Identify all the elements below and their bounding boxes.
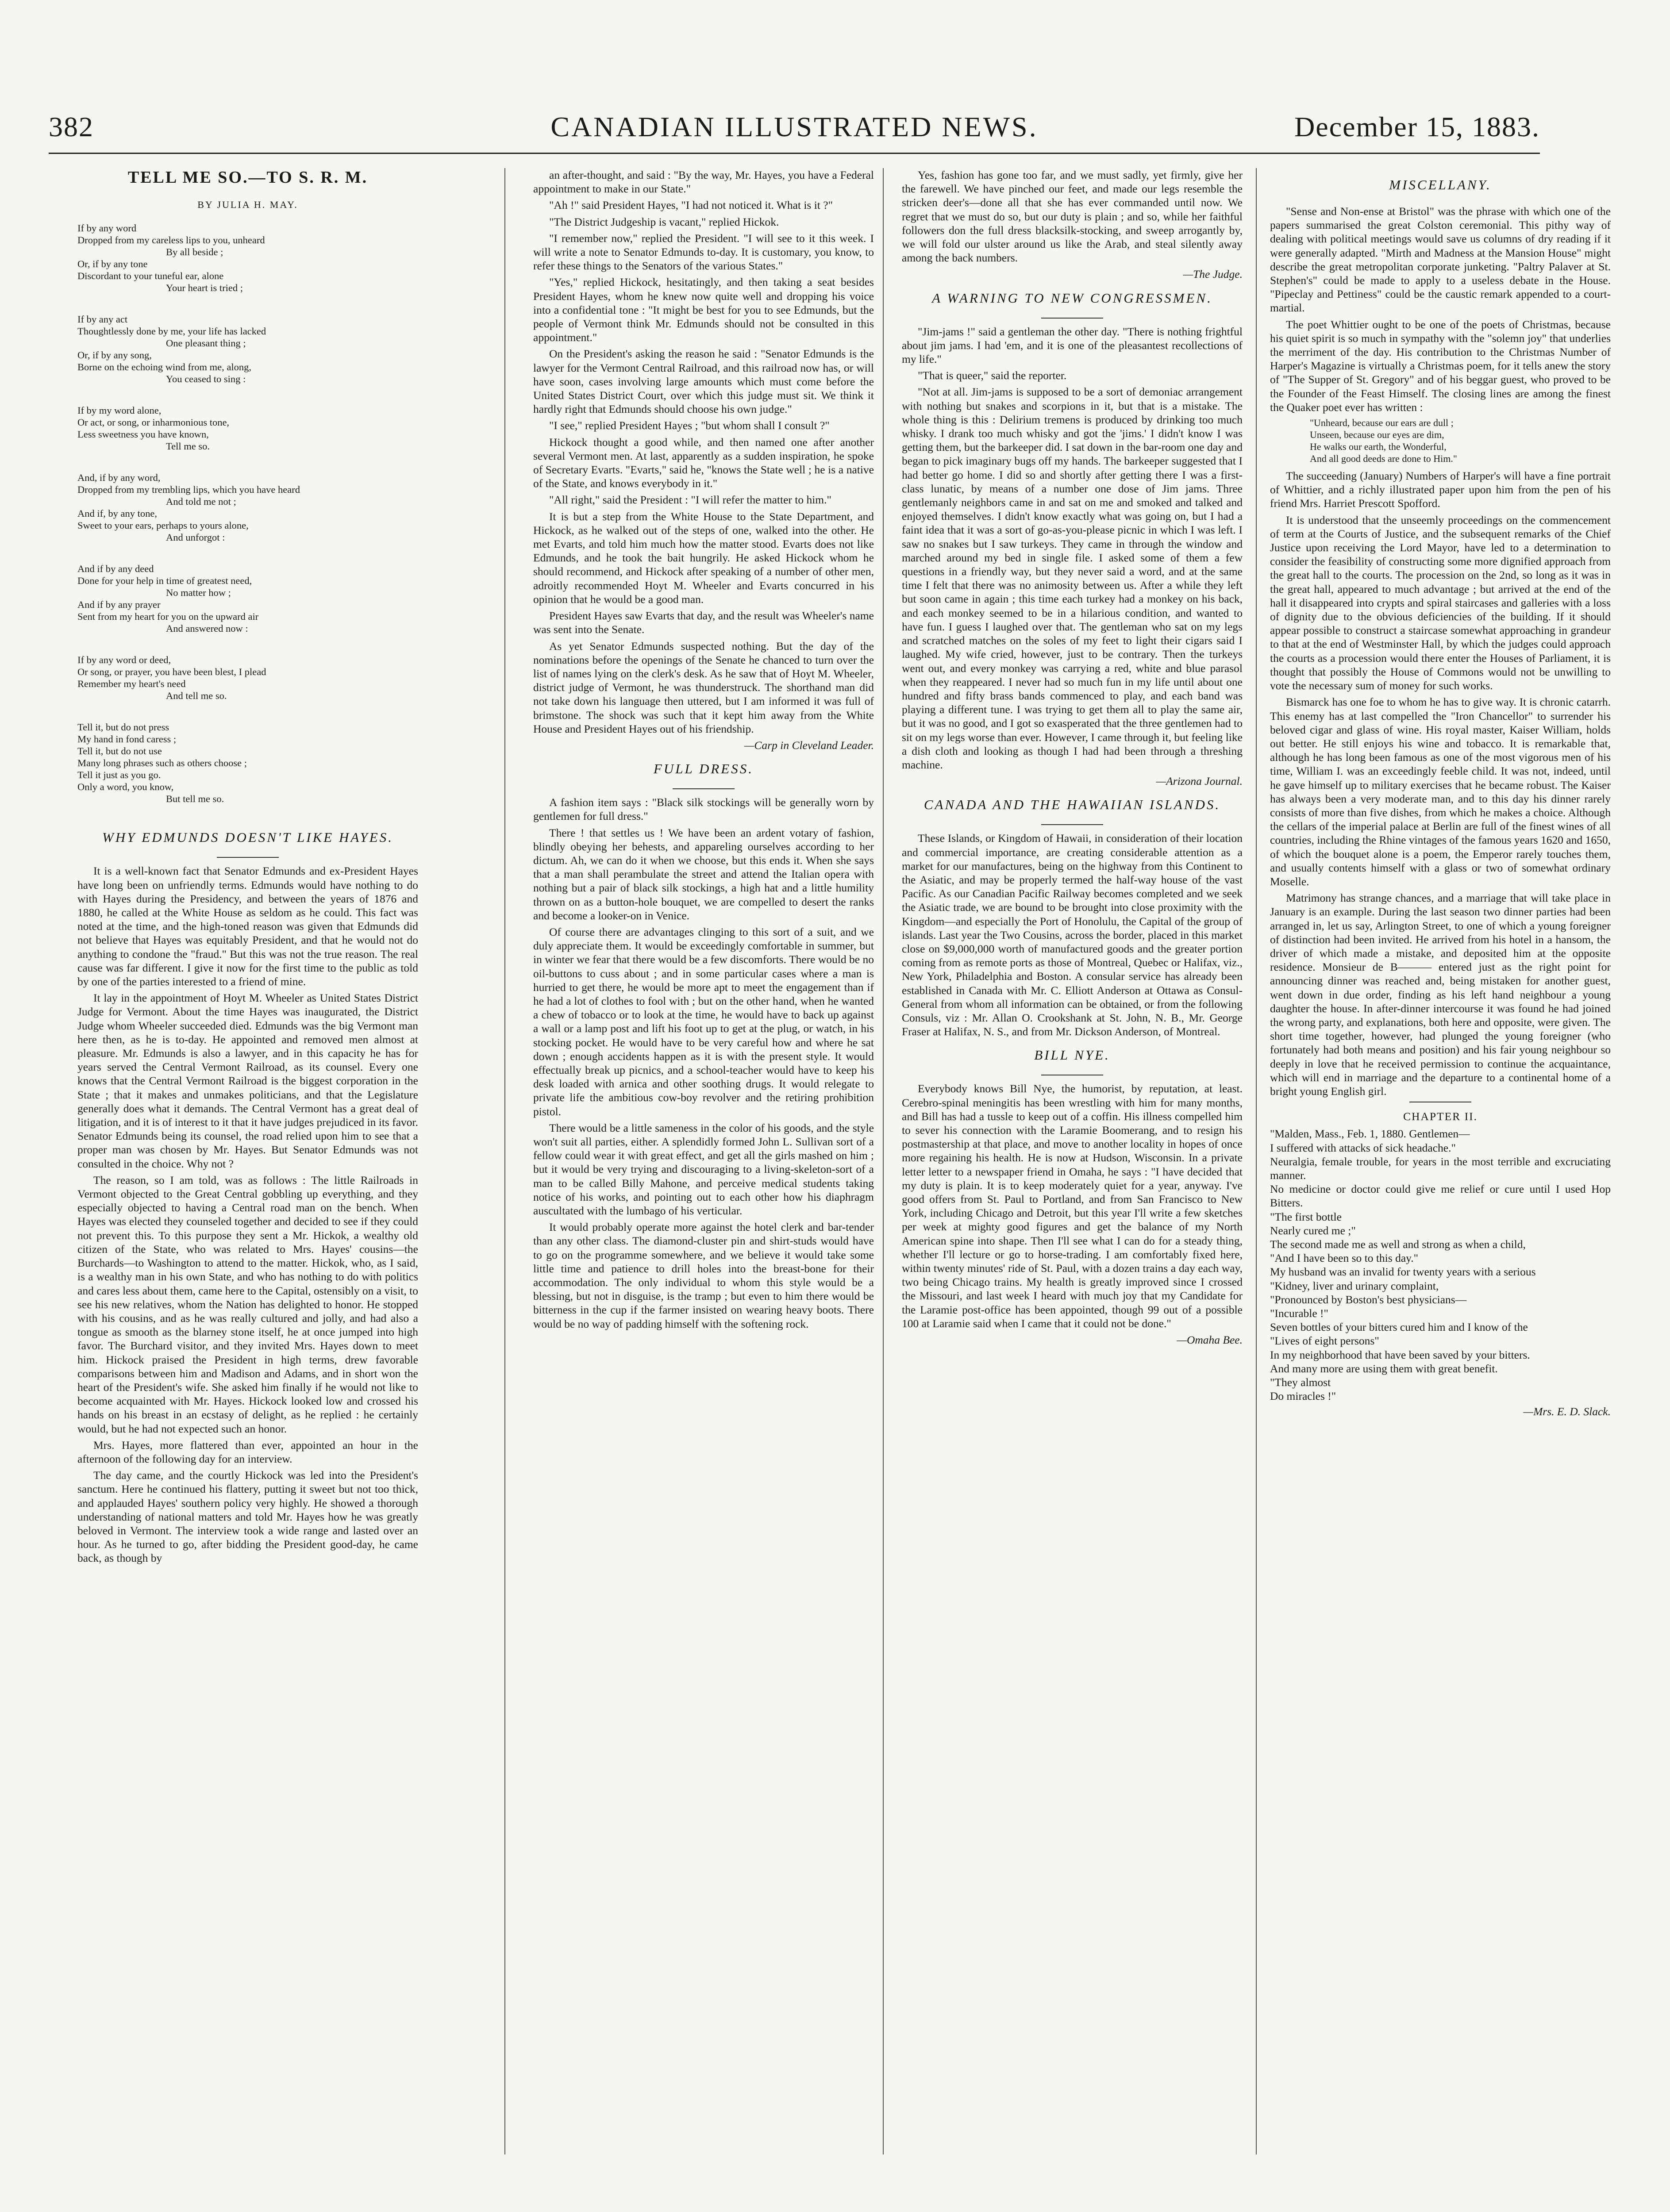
- poem-line: And tell me so.: [166, 690, 227, 702]
- letter-line: "They almost: [1270, 1376, 1331, 1389]
- paragraph: It is a well-known fact that Senator Edmunds and ex-President Hayes have long been on unfriendly terms. Edmunds would have nothing to do with Hayes during the Presidency, and between the years of 1876 and 1880, he called at the White House as seldom as he could. This fact was noted at the time, and the high-toned reason was given that Edmunds did not believe that Hayes was equitably President, and that he would not do anything to condone the "fraud." But this was not the true reason. The real cause was far different. I give it now for the first time to the public as told by one of the parties interested to a friend of mine.: [77, 864, 418, 988]
- poem-line: Or, if by any tone: [77, 258, 148, 270]
- poem-line: Borne on the echoing wind from me, along,: [77, 361, 252, 373]
- article-body: [533, 795, 874, 1331]
- article-title: FULL DRESS.: [653, 761, 754, 777]
- poem-line: And told me not ;: [166, 496, 236, 507]
- poem-line: Or act, or song, or inharmonious tone,: [77, 417, 230, 428]
- paragraph: "I see," replied President Hayes ; "but whom shall I consult ?": [549, 419, 830, 432]
- poem-line: If by any act: [77, 314, 128, 325]
- paragraph: President Hayes saw Evarts that day, and the result was Wheeler's name was sent into the Senate.: [533, 609, 874, 636]
- poem-byline: BY JULIA H. MAY.: [197, 199, 298, 211]
- letter-line: "Incurable !": [1270, 1307, 1328, 1320]
- paragraph: A fashion item says : "Black silk stockings will be generally worn by gentlemen for full dress.": [533, 796, 874, 823]
- letter-line: And many more are using them with great benefit.: [1270, 1362, 1498, 1375]
- paragraph: "That is queer," said the reporter.: [918, 369, 1067, 382]
- letter-line: My husband was an invalid for twenty years with a serious: [1270, 1265, 1536, 1279]
- poem-line: Remember my heart's need: [77, 678, 186, 690]
- page-number: 382: [49, 111, 94, 142]
- poem: [77, 222, 418, 805]
- letter-line: "Lives of eight persons": [1270, 1334, 1379, 1348]
- chapter-heading: CHAPTER II.: [1403, 1110, 1478, 1123]
- poem-line: Dropped from my careless lips to you, unheard: [77, 234, 265, 246]
- poem-line: If by my word alone,: [77, 405, 162, 416]
- poem-line: If by any word: [77, 223, 137, 234]
- poem-line: My hand in fond caress ;: [77, 733, 177, 745]
- paragraph: Yes, fashion has gone too far, and we must sadly, yet firmly, give her the farewell. We have pinched our feet, and made our legs resemble the stricken deer's—done all that she has ever commanded until now. We regret that we must do so, but our duty is plain ; and so, while her faithful followers don the full dress blacksilk-stocking, and sweep arrogantly by, we will fold our ulster around us like the Arab, and steal silently away among the back numbers.: [902, 169, 1243, 265]
- poem-line: Or song, or prayer, you have been blest, I plead: [77, 666, 266, 678]
- paragraph: The day came, and the courtly Hickock was led into the President's sanctum. Here he continued his flattery, putting it sweet but not too thick, and applauded Hayes' southern policy very highly. He showed a thorough understanding of national matters and told Mr. Hayes how he was greatly beloved in Vermont. The interview took a wide range and lasted over an hour. As he turned to go, after bidding the President good-day, he came back, as though by: [77, 1469, 418, 1565]
- poem-line: And if, by any tone,: [77, 508, 157, 519]
- verse-line: He walks our earth, the Wonderful,: [1310, 441, 1447, 453]
- letter-line: Do miracles !": [1270, 1390, 1336, 1403]
- article-body: [902, 1082, 1243, 1330]
- paragraph: "Yes," replied Hickock, hesitatingly, and then taking a seat besides President Hayes, whom he knew now quite well and dropping his voice into a confidential tone : "It might be best for you to see Edmunds, but the people of Vermont think Mr. Edmunds should not be consulted in this appointment.": [533, 276, 874, 344]
- poem-line: And unforgot :: [166, 532, 225, 543]
- article-title: A WARNING TO NEW CONGRESSMEN.: [932, 290, 1212, 306]
- poem-title: TELL ME SO.—TO S. R. M.: [127, 168, 368, 187]
- paragraph: It would probably operate more against the hotel clerk and bar-tender than any other class. The diamond-cluster pin and shirt-studs would have to go on the programme somewhere, and we believe it would take some little time and patience to drill holes into the breast-bone for their accommodation. The only individual to whom this style would be a blessing, but not in disguise, is the tramp ; but even to him there would be bitterness in the cup if the farmer insisted on wearing heavy boots. There would be no way of padding himself with the softening rock.: [533, 1221, 874, 1330]
- article-body: [1270, 469, 1611, 1098]
- poem-line: Less sweetness you have known,: [77, 429, 209, 440]
- paragraph: "Sense and Non-ense at Bristol" was the phrase with which one of the papers summarised the great Colston ceremonial. This pithy way of dealing with political meetings would save us columns of dry reading if it were generally adapted. "Mirth and Madness at the Mansion House" might describe the great metropolitan corporate junketing. "Paltry Palaver at St. Stephen's" could be made to apply to a useless debate in the House. "Pipeclay and Pettiness" could be the caustic remark appended to a court-martial.: [1270, 205, 1611, 315]
- column-divider: [883, 168, 884, 2154]
- paragraph: Everybody knows Bill Nye, the humorist, by reputation, at least. Cerebro-spinal meningitis has been wrestling with him for many months, and Bill has had a tussle to keep out of a coffin. His illness compelled him to sever his connection with the Laramie Boomerang, and to resign his postmastership at that place, and move to another locality in hopes of once more regaining his health. He is now at Hudson, Wisconsin. In a private letter letter to a newspaper friend in Omaha, he says : "I have decided that my duty is plain. It is to keep moderately quiet for a year, anyway. I've good offers from St. Paul to Portland, and from San Francisco to New York, including Chicago and Detroit, but this year I'll write a few sketches per week at mighty good figures and get the balance of my North American spine into shape. Then I'll see what I can do for a steady thing, whether I'll lecture or go to horse-trading. I am comfortably fixed here, within twenty minutes' ride of St. Paul, with a dozen trains a day each way, two being Chicago trains. My health is greatly improved since I crossed the Missouri, and last week I heard with much joy that my Candidate for the Laramie post-office has been appointed, though 99 out of a possible 100 at Laramie said when I came that it could not be done.": [902, 1082, 1243, 1330]
- poem-line: By all beside ;: [166, 246, 223, 258]
- poem-line: Done for your help in time of greatest need,: [77, 575, 252, 587]
- paragraph: "I remember now," replied the President. "I will see to it this week. I will write a note to Senator Edmunds to-day. It is customary, you know, to refer these things to the Senators of the various States.": [533, 231, 874, 273]
- paragraph: As yet Senator Edmunds suspected nothing. But the day of the nominations before the openings of the Senate he chanced to turn over the list of names lying on the clerk's desk. As he saw that of Hoyt M. Wheeler, district judge of Vermont, he was thunderstruck. The shorthand man did not take down his language then uttered, but I am informed it was full of brimstone. The shock was such that it kept him away from the White House and President Hayes out of his friendship.: [533, 639, 874, 735]
- letter-line: Neuralgia, female trouble, for years in the most terrible and excruciating manner.: [1270, 1155, 1611, 1182]
- column-3: [902, 168, 1243, 2146]
- section-title: MISCELLANY.: [1389, 177, 1492, 192]
- letter-line: No medicine or doctor could give me relief or cure until I used Hop Bitters.: [1270, 1183, 1611, 1210]
- poem-line: And answered now :: [166, 623, 248, 634]
- article-body: [902, 325, 1243, 772]
- letter-line: "Kidney, liver and urinary complaint,: [1270, 1279, 1439, 1292]
- poem-line: No matter how ;: [166, 587, 231, 599]
- poem-line: Many long phrases such as others choose ;: [77, 757, 247, 769]
- paragraph: There would be a little sameness in the color of his goods, and the style won't suit all parties, either. A splendidly formed John L. Sullivan sort of a fellow could wear it with great effect, and get all the girls mashed on him ; but it would be very trying and discouraging to a living-skeleton-sort of a man to be called Billy Mahone, and perceive medical students taking notice of his works, and pointing out to each other how his diaphragm auscultated with the lumbago of his verticular.: [533, 1121, 874, 1217]
- letter-line: In my neighborhood that have been saved by your bitters.: [1270, 1348, 1530, 1361]
- poem-line: Discordant to your tuneful ear, alone: [77, 270, 224, 282]
- title-rule: [1041, 318, 1103, 319]
- article-title: CANADA AND THE HAWAIIAN ISLANDS.: [924, 797, 1221, 813]
- title-rule: [673, 788, 735, 789]
- poem-line: Sent from my heart for you on the upward air: [77, 611, 259, 622]
- article-body: [902, 831, 1243, 1038]
- title-rule: [1041, 824, 1103, 825]
- column-4: [1270, 168, 1611, 2146]
- poem-line: Tell me so.: [166, 441, 210, 452]
- paragraph: "Ah !" said President Hayes, "I had not noticed it. What is it ?": [549, 199, 833, 212]
- quoted-verse: [1270, 417, 1611, 465]
- verse-line: "Unheard, because our ears are dull ;: [1310, 417, 1454, 429]
- letter-line: "And I have been so to this day.": [1270, 1252, 1419, 1265]
- page-header: [49, 111, 1540, 150]
- poem-line: And, if by any word,: [77, 472, 161, 484]
- paragraph: It is understood that the unseemly proceedings on the commencement of term at the Courts of Justice, and the subsequent remarks of the Chief Justice upon receiving the Lord Mayor, have led to a determination to consider the feasibility of constructing some more dignified approach from the great hall to the courts. The procession on the 2nd, so long as it was in the great hall, appeared to much advantage ; but arrived at the end of the hall it disappeared into crypts and spiral staircases and galleries with a loss of dignity due to the obvious deficiencies of the building. If it should appear possible to construct a staircase somewhat approaching in grandeur to that at the end of Westminster Hall, by which the judges could approach the courts as a procession would there enter the Houses of Parliament, it is thought that possibly the House of Commons would not be unwilling to vote the necessary sum of money for such works.: [1270, 513, 1611, 692]
- header-rule: [49, 153, 1540, 154]
- letter-line: "The first bottle: [1270, 1210, 1342, 1223]
- poem-line: But tell me so.: [166, 793, 224, 805]
- poem-line: Tell it, but do not press: [77, 722, 169, 733]
- article-source: —Arizona Journal.: [1156, 775, 1243, 788]
- paragraph: "The District Judgeship is vacant," replied Hickok.: [549, 215, 779, 228]
- column-1: [77, 168, 418, 2146]
- verse-line: Unseen, because our eyes are dim,: [1310, 429, 1444, 441]
- paragraph: It lay in the appointment of Hoyt M. Wheeler as United States District Judge for Vermont. About the time Hayes was inaugurated, the District Judge whom Wheeler succeeded died. Edmunds was the big Vermont man here then, as he is to-day. He appointed and removed men almost at pleasure. Mr. Edmunds is also a lawyer, and in this capacity he has for years served the Central Vermont Railroad, as its counsel. Every one knows that the Central Vermont Railroad is the biggest corporation in the State ; that it makes and unmakes politicians, and that the Legislature generally does what it demands. The Central Vermont has a great deal of litigation, and it is of interest to it that it have judges prejudiced in its favor. Senator Edmunds being its counsel, the road relied upon him to see that a proper man was chosen by Mr. Hayes. But Senator Edmunds was not consulted in the choice. Why not ?: [77, 991, 418, 1170]
- paragraph: There ! that settles us ! We have been an ardent votary of fashion, blindly obeying her behests, and appareling ourselves according to her dictum. Ah, we can do it when we choose, but this ends it. When she says that a man shall perambulate the street and attend the Italian opera with nothing but a pair of black silk stockings, a high hat and a little humility thrown on as a button-hole bouquet, we are compelled to desert the ranks and become a looker-on in Venice.: [533, 826, 874, 922]
- verse-line: And all good deeds are done to Him.": [1310, 453, 1457, 465]
- letter-line: I suffered with attacks of sick headache.": [1270, 1141, 1456, 1154]
- column-divider: [504, 168, 505, 2154]
- article-title: BILL NYE.: [1034, 1047, 1110, 1063]
- paragraph: The reason, so I am told, was as follows : The little Railroads in Vermont objected to the Great Central gobbling up everything, and they especially objected to having a Central road man on the bench. When Hayes was elected they counseled together and decided to see if they could not prevent this. To this purpose they sent a Mr. Hickok, a wealthy old citizen of the State, who was related to Mrs. Hayes' cousins—the Burchards—to Washington to attend to the matter. Hickok, who, as I said, is a wealthy man in his own State, and who has nothing to do with politics and cares less about them, came here to the Capital, ostensibly on a visit, to see his new relatives, whom the Nation has delighted to honor. He stopped with his cousins, and as he was really cultured and jolly, and had also a tongue as smooth as the blarney stone itself, he at once jumped into high favor. The Burchard visitor, and they invited Mrs. Hayes down to meet him. Hickock praised the President in high terms, drew favorable comparisons between him and Madison and Adams, and in short won the heart of the President's wife. She asked him finally if he would not like to become acquainted with Mr. Hayes. Hickock looked low and crossed his hands on his breast in an ecstasy of delight, as he replied : he certainly would, but he had not expected such an honor.: [77, 1173, 418, 1435]
- poem-line: One pleasant thing ;: [166, 338, 246, 349]
- poem-line: Dropped from my trembling lips, which you have heard: [77, 484, 300, 495]
- poem-line: And if by any prayer: [77, 599, 161, 611]
- poem-line: And if by any deed: [77, 563, 154, 575]
- article-body: [77, 864, 418, 1565]
- letter-line: "Pronounced by Boston's best physicians—: [1270, 1293, 1467, 1306]
- poem-line: Only a word, you know,: [77, 781, 174, 793]
- letter-line: Seven bottles of your bitters cured him and I know of the: [1270, 1321, 1528, 1334]
- masthead: CANADIAN ILLUSTRATED NEWS.: [550, 111, 1038, 142]
- poem-line: Or, if by any song,: [77, 349, 152, 361]
- letter-line: The second made me as well and strong as when a child,: [1270, 1238, 1526, 1251]
- poem-line: Thoughtlessly done by me, your life has lacked: [77, 326, 266, 337]
- poem-line: Tell it just as you go.: [77, 769, 161, 781]
- article-body: [1270, 204, 1611, 414]
- paragraph: These Islands, or Kingdom of Hawaii, in consideration of their location and commercial importance, are creating considerable attention as a market for our manufactures, being on the highway from this Continent to the Asiatic, and may be properly termed the half-way house of the vast Pacific. As our Canadian Pacific Railway becomes completed and we seek the Asiatic trade, we are bound to be brought into close proximity with the Kingdom—and especially the Port of Honolulu, the Capital of the group of islands. Last year the Two Cousins, across the border, placed in this market close on $9,000,000 worth of manufactured goods and the greater portion coming from as remote ports as those of Montreal, Quebec or Halifax, viz., New York, Philadelphia and Boston. A consular service has already been established in Canada with Mr. C. Elliott Anderson at Ottawa as Consul-General from whom all information can be obtained, or from the following Consuls, viz : Mr. Allan O. Crookshank at St. John, N. B., Mr. George Fraser at Halifax, N. S., and from Mr. Dickson Anderson, of Montreal.: [902, 832, 1243, 1038]
- paragraph: "All right," said the President : "I will refer the matter to him.": [549, 493, 831, 507]
- issue-date: December 15, 1883.: [1294, 111, 1540, 142]
- article-body: [533, 168, 874, 736]
- testimonial-letter: [1270, 1127, 1611, 1403]
- poem-line: Your heart is tried ;: [166, 282, 243, 294]
- letter-signature: —Mrs. E. D. Slack.: [1523, 1405, 1611, 1418]
- paragraph: On the President's asking the reason he said : "Senator Edmunds is the lawyer for the Vermont Central Railroad, and this railroad now has, or will have soon, cases involving large amounts which must come before the United States District Court, over which this judge must sit. We think it hardly right that Edmunds should choose his own judge.": [533, 347, 874, 416]
- article-source: —The Judge.: [1183, 268, 1243, 281]
- letter-line: "Malden, Mass., Feb. 1, 1880. Gentlemen—: [1270, 1127, 1470, 1141]
- article-source: —Omaha Bee.: [1177, 1333, 1243, 1347]
- poem-line: Sweet to your ears, perhaps to yours alone,: [77, 520, 249, 531]
- column-divider: [1256, 168, 1257, 2154]
- poem-line: Tell it, but do not use: [77, 745, 162, 757]
- paragraph: Hickock thought a good while, and then named one after another several Vermont men. At last, apparently as a sudden inspiration, he spoke of Secretary Evarts. "Evarts," said he, "knows the State well ; he is a native of the State, and knows everybody in it.": [533, 435, 874, 490]
- letter-line: Nearly cured me ;": [1270, 1224, 1356, 1237]
- poem-line: If by any word or deed,: [77, 654, 171, 666]
- column-2: [533, 168, 874, 2146]
- poem-line: You ceased to sing :: [166, 373, 246, 385]
- title-rule: [217, 857, 279, 858]
- article-source: —Carp in Cleveland Leader.: [744, 738, 874, 752]
- paragraph: Mrs. Hayes, more flattered than ever, appointed an hour in the afternoon of the following day for an interview.: [77, 1438, 418, 1465]
- paragraph: Matrimony has strange chances, and a marriage that will take place in January is an example. During the last season two dinner parties had been arranged in, let us say, Arlington Street, to one of which a young foreigner of distinction had been invited. He arrived from his hotel in a hansom, the driver of which made a mistake, and deposited him at the opposite residence. Monsieur de B——— entered just as the right point for announcing dinner was reached and, being mistaken for another guest, went down in due order, finding as his left hand neighbour a young daughter the house. In after-dinner intercourse it was found he had joined the wrong party, and explanations, both here and opposite, were given. The short time together, however, had plunged the young foreigner (who fortunately had both means and position) and his fair young neighbour so deeply in love that he received permission to continue the acquaintance, which will end in marriage and the departure to a continental home of a bright young English girl.: [1270, 891, 1611, 1098]
- paragraph: "Jim-jams !" said a gentleman the other day. "There is nothing frightful about jim jams. I had 'em, and it is one of the pleasantest recollections of my life.": [902, 325, 1243, 366]
- paragraph: an after-thought, and said : "By the way, Mr. Hayes, you have a Federal appointment to make in our State.": [533, 169, 874, 196]
- paragraph: It is but a step from the White House to the State Department, and Hickock, as he walked out of the steps of one, walked into the other. He met Evarts, and told him much how the matter stood. Evarts does not like Edmunds, and he took the bait hungrily. He asked Hickock whom he should recommend, and Hickock after speaking of a number of other men, adroitly recommended Hoyt M. Wheeler and Evarts concurred in his opinion that he would be a good man.: [533, 510, 874, 606]
- paragraph: The succeeding (January) Numbers of Harper's will have a fine portrait of Whittier, and a richly illustrated paper upon him from the pen of his friend Mrs. Harriet Prescott Spofford.: [1270, 469, 1611, 510]
- paragraph: "Not at all. Jim-jams is supposed to be a sort of demoniac arrangement with nothing but snakes and scorpions in it, but that is a mistake. The whole thing is this : Delirium tremens is produced by drinking too much whisky. I drank too much whisky and got the 'jims.' I didn't know I was getting them, but the barkeeper did. I sat down in the bar-room one day and began to pick imaginary bugs off my hands. The barkeeper suggested that I had better go home. I did so and shortly after getting there I was a first-class lunatic, by means of a number one dose of Jim jams. Three gentlemanly neighbors came in and sat on me and smoked and talked and enjoyed themselves. I didn't know exactly what was going on, but I had a faint idea that it was a sort of go-as-you-please picnic in which I was left. I saw no snakes but I saw turkeys. They came in through the window and marched around my bed in single file. I asked some of them a few questions in a friendly way, but they never said a word, and at the same time I felt that there was no animosity between us. After a while they left but soon came in again ; this time each turkey had a monkey on his back, and each monkey seemed to be in a hilarious condition, and wanted to have fun. I guess I laughed over that. The gentleman who sat on my legs and scratched matches on the soles of my feet to light their cigars said I laughed. My wife cried, however, just to be contrary. Then the turkeys went out, and every monkey was carrying a red, white and blue parasol when they reappeared. I never had so much fun in my life until about one hundred and fifty brass bands commenced to play, and each band was playing a different tune. I was trying to get them all to play the same air, but it was no good, and I got so exasperated that the three gentlemen had to sit on my legs worse than ever. However, I came through it, but feeling like a dish cloth and looking as though I had had been through a threshing machine.: [902, 385, 1243, 771]
- article-title: WHY EDMUNDS DOESN'T LIKE HAYES.: [102, 830, 393, 845]
- paragraph: Of course there are advantages clinging to this sort of a suit, and we duly appreciate them. It would be exceedingly comfortable in summer, but in winter we fear that there would be a few discomforts. There would be no oil-buttons to cuss about ; and in some particular cases where a man is hurried to get there, he would be more apt to meet the engagement than if he had a lot of clothes to fool with ; but on the other hand, when he wanted a chew of tobacco or to look at the time, he would have to back up against a wall or a lamp post and lift his foot up to get at the plug, or watch, in his stocking pocket. He would have to be very careful how and where he sat down ; enough accidents happen as it is with the present style. It would effectually break up picnics, and a school-teacher would have to keep his desk loaded with arnica and other soothing drugs. It would relegate to private life the ambitious cow-boy revolver and the retiring prohibition pistol.: [533, 925, 874, 1118]
- article-body: [902, 168, 1243, 265]
- paragraph: Bismarck has one foe to whom he has to give way. It is chronic catarrh. This enemy has at last compelled the "Iron Chancellor" to surrender his beloved cigar and glass of wine. His royal master, Kaiser William, holds out better. He still enjoys his wine and tobacco. It is remarkable that, although he has long been famous as one of the most vigorous men of his time, William I. was an exceedingly feeble child. It was not, indeed, until he gave himself up to military exercises that he became robust. The Kaiser has always been a very moderate man, and to this day his dinner rarely consists of more than five dishes, from which he makes a choice. Although the cellars of the imperial palace at Berlin are full of the finest wines of all countries, including the Rhine vintages of the famous years 1620 and 1650, of which the bouquet alone is a poem, the Emperor rarely touches them, and usually contents himself with a glass or two of somewhat ordinary Moselle.: [1270, 695, 1611, 888]
- paragraph: The poet Whittier ought to be one of the poets of Christmas, because his quiet spirit is so much in sympathy with the "solemn joy" that underlies the merriment of the day. His contribution to the Christmas Number of Harper's Magazine is virtually a Christmas poem, for it tells anew the story of "The Supper of St. Gregory" and of his beggar guest, who proved to be the Founder of the Feast Himself. The closing lines are among the finest the Quaker poet ever has written :: [1270, 318, 1611, 414]
